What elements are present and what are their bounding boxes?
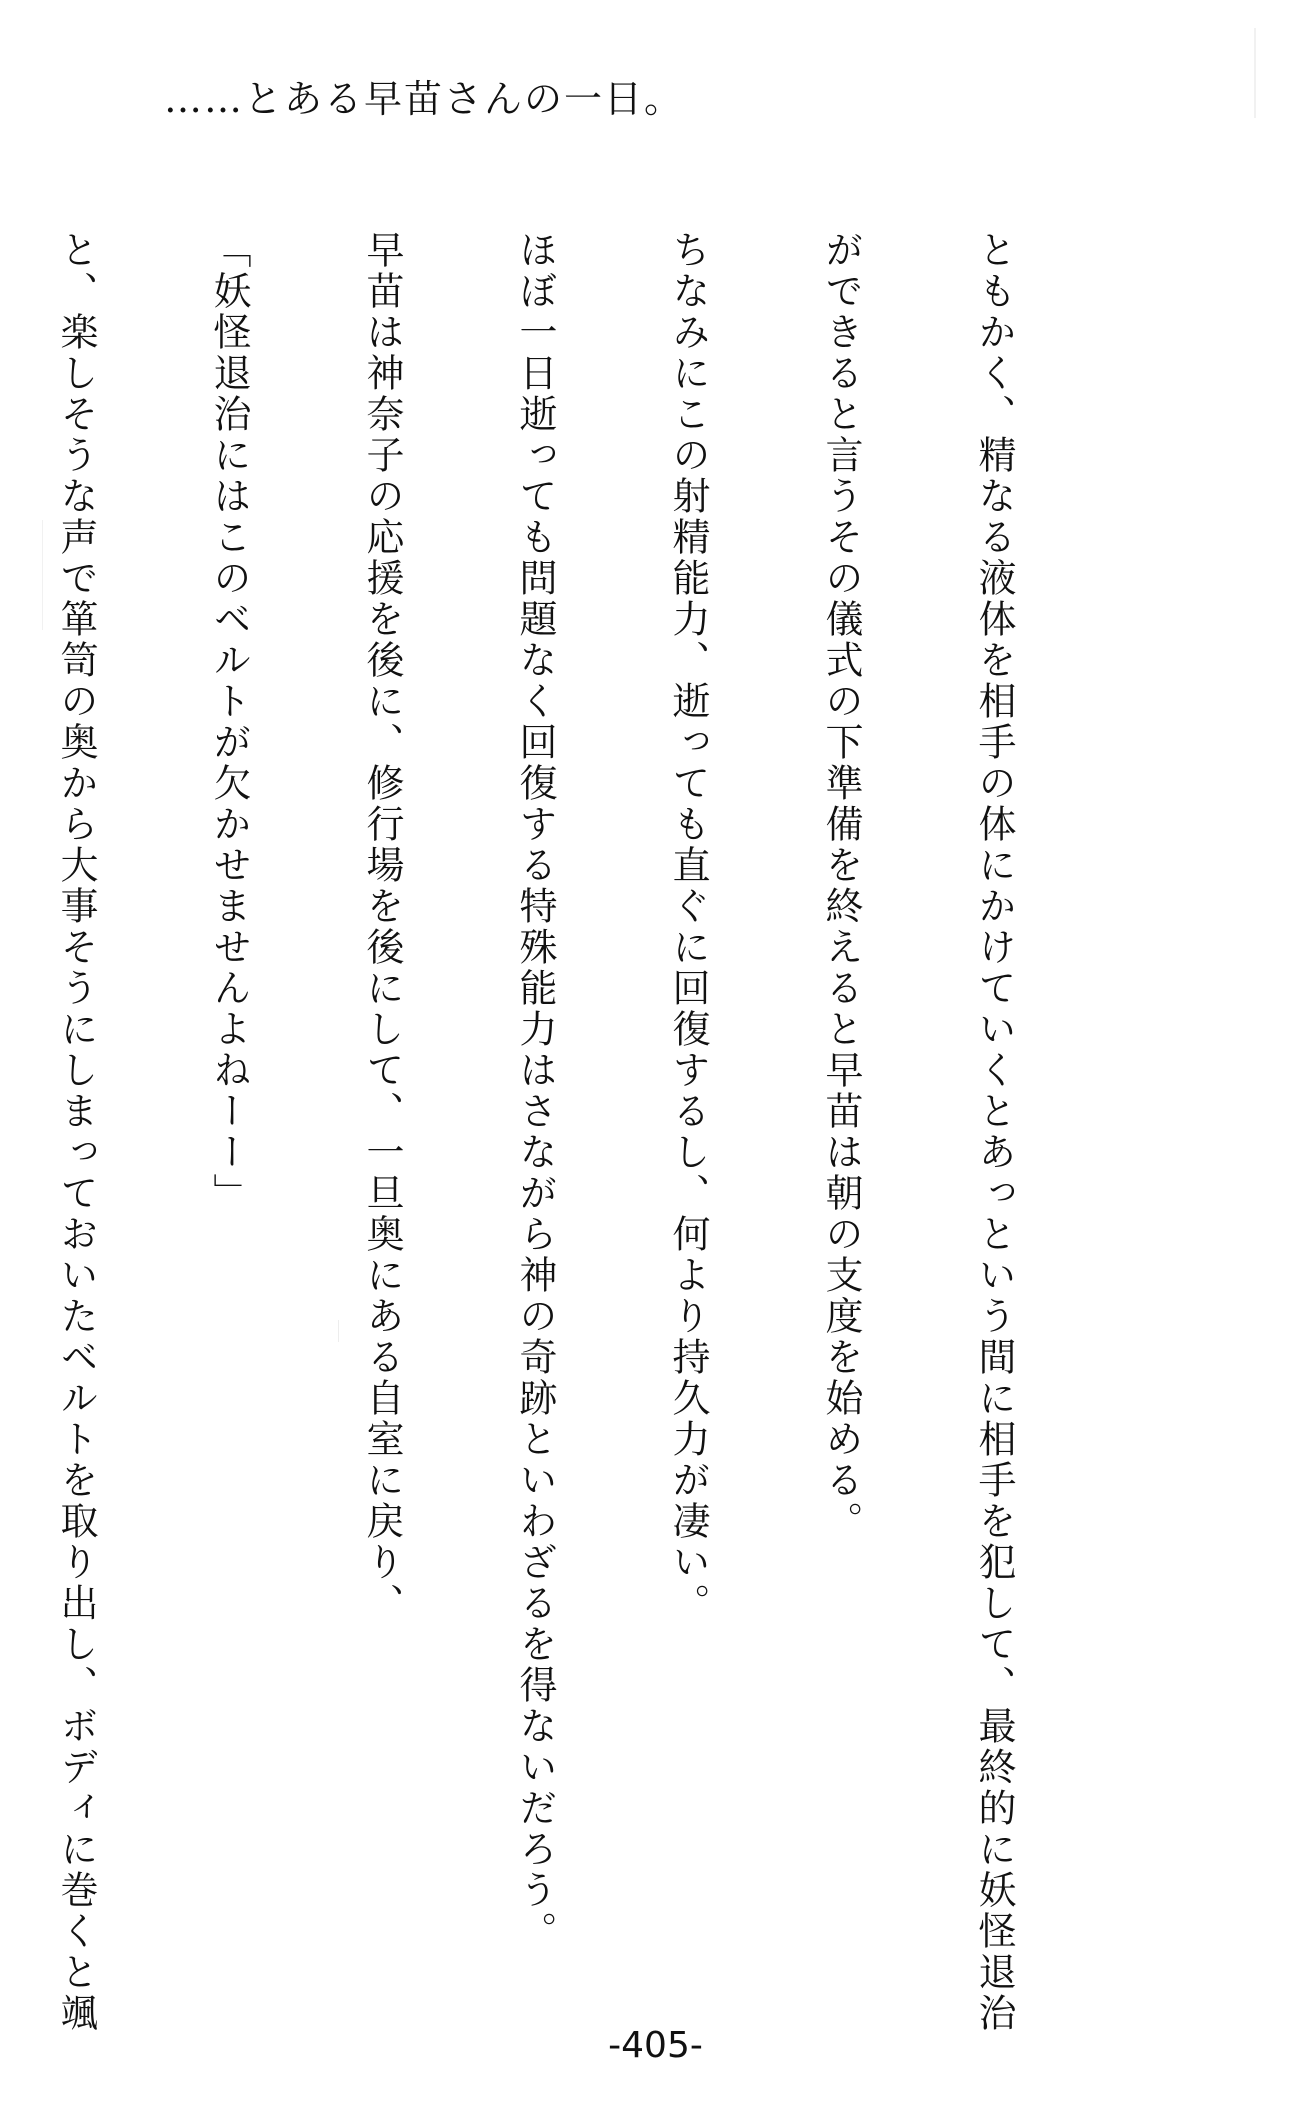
text-line-1: ともかく、精なる液体を相手の体にかけていくとあっという間に相手を犯して、最終的に妖怪退治 bbox=[972, 230, 1016, 2034]
scan-artifact bbox=[1254, 28, 1256, 118]
page-number: -405- bbox=[608, 2025, 703, 2066]
text-line-4: ほぼ一日逝っても問題なく回復する特殊能力はさながら神の奇跡といわざるを得ないだろう。 bbox=[513, 230, 557, 1952]
text-line-3: ちなみにこの射精能力、逝っても直ぐに回復するし、何より持久力が凄い。 bbox=[666, 230, 710, 1624]
text-line-6: 「妖怪退治にはこのベルトが欠かせませんよねーー」 bbox=[207, 230, 251, 1214]
text-line-5: 早苗は神奈子の応援を後に、修行場を後にして、一旦奥にある自室に戻り、 bbox=[360, 230, 404, 1624]
opening-line: ……とある早苗さんの一日。 bbox=[164, 77, 685, 121]
text-line-7: と、楽しそうな声で箪笥の奥から大事そうにしまっておいたベルトを取り出し、ボディに巻くと颯 bbox=[54, 230, 98, 2034]
vertical-text-body bbox=[0, 230, 1121, 2034]
text-line-2: ができると言うその儀式の下準備を終えると早苗は朝の支度を始める。 bbox=[819, 230, 863, 1542]
